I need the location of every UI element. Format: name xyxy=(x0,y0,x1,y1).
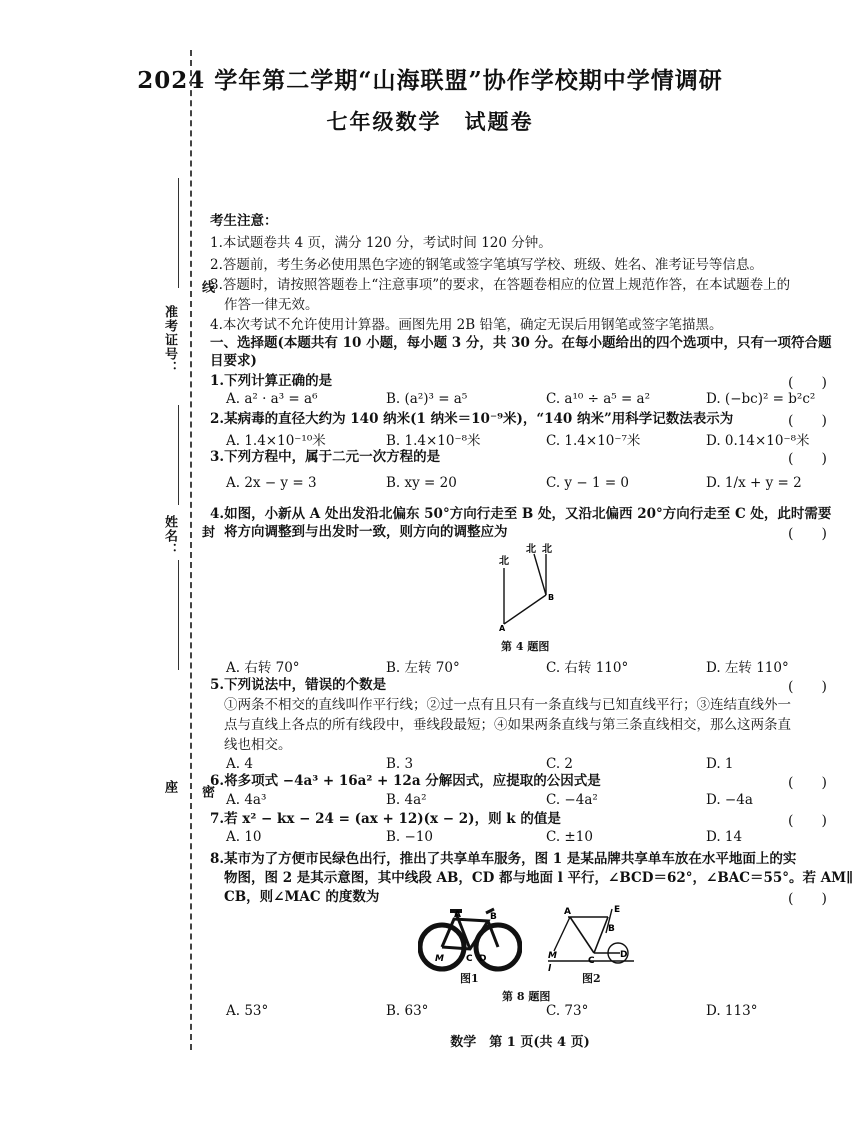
binding-dashed-line xyxy=(190,50,192,1050)
option-d: D. 0.14×10⁻⁸米 xyxy=(706,433,810,449)
option-d: D. 14 xyxy=(706,829,743,845)
option-b: B. 63° xyxy=(386,1003,429,1019)
option-a: A. 2x − y = 3 xyxy=(226,475,317,491)
exam-number-label: 准考证号： xyxy=(162,305,177,375)
name-label: 姓名： xyxy=(162,515,177,557)
bike-label-c: C xyxy=(466,954,473,964)
segment-ab xyxy=(504,595,546,624)
north-label-c: 北 xyxy=(526,544,536,555)
seat-blank xyxy=(178,560,179,670)
figure-2-caption: 图2 xyxy=(582,972,601,985)
option-b: B. xy = 20 xyxy=(386,475,457,491)
north-label-a: 北 xyxy=(499,556,509,567)
answer-paren: ( ) xyxy=(788,526,827,542)
option-c: C. 右转 110° xyxy=(546,660,629,676)
option-c: C. −4a² xyxy=(546,792,598,808)
seat-label: 座 xyxy=(162,780,177,794)
seal-mark-secret: 密 xyxy=(199,785,214,799)
schematic-label-a: A xyxy=(564,907,571,917)
question-3-stem: 3.下列方程中，属于二元一次方程的是 xyxy=(210,449,441,465)
option-a: A. 4 xyxy=(226,756,253,772)
bike-label-b: B xyxy=(490,912,497,922)
option-b: B. −10 xyxy=(386,829,433,845)
answer-paren: ( ) xyxy=(788,679,827,695)
option-c: C. ±10 xyxy=(546,829,593,845)
segment-ac xyxy=(570,917,594,953)
schematic-label-m: M xyxy=(548,951,557,961)
question-1-stem: 1.下列计算正确的是 xyxy=(210,373,333,389)
question-5-statement: ①两条不相交的直线叫作平行线；②过一点有且只有一条直线与已知直线平行；③连结直线外一 xyxy=(224,697,791,713)
section-heading-cont: 目要求) xyxy=(210,353,257,369)
notice-item: 2.答题前，考生务必使用黑色字迹的钢笔或签字笔填写学校、班级、姓名、准考证号等信息。 xyxy=(210,257,763,273)
section-heading: 一、选择题(本题共有 10 小题，每小题 3 分，共 30 分。在每小题给出的四个选项中，只有一项符合题 xyxy=(210,335,832,351)
north-label-b: 北 xyxy=(542,544,552,555)
answer-paren: ( ) xyxy=(788,413,827,429)
notice-item: 4.本次考试不允许使用计算器。画图先用 2B 铅笔，确定无误后用钢笔或签字笔描黑。 xyxy=(210,317,723,333)
option-b: B. 左转 70° xyxy=(386,660,460,676)
option-d: D. 1/x + y = 2 xyxy=(706,475,802,491)
schematic-label-l: l xyxy=(548,964,552,973)
q4-figure-caption: 第 4 题图 xyxy=(501,640,550,653)
answer-paren: ( ) xyxy=(788,813,827,829)
option-c: C. y − 1 = 0 xyxy=(546,475,630,491)
schematic-label-e: E xyxy=(614,905,621,915)
q4-direction-figure xyxy=(490,540,560,632)
question-5-stem: 5.下列说法中，错误的个数是 xyxy=(210,677,387,693)
q8-schematic-figure xyxy=(544,903,636,973)
option-a: A. 右转 70° xyxy=(226,660,300,676)
answer-paren: ( ) xyxy=(788,891,827,907)
q8-figure-caption: 第 8 题图 xyxy=(502,990,551,1003)
option-d: D. 左转 110° xyxy=(706,660,789,676)
question-2-stem: 2.某病毒的直径大约为 140 纳米(1 纳米＝10⁻⁹米)，“140 纳米”用科学记数法表示为 xyxy=(210,411,734,427)
question-5-statement: 点与直线上各点的所有线段中，垂线段最短；④如果两条直线与第三条直线相交，那么这两条直 xyxy=(224,717,791,733)
option-b: B. (a²)³ = a⁵ xyxy=(386,391,468,407)
q8-bicycle-figure xyxy=(418,905,522,975)
point-label-b: B xyxy=(548,593,555,602)
segment-bc xyxy=(534,554,546,595)
option-b: B. 1.4×10⁻⁸米 xyxy=(386,433,481,449)
question-7-stem: 7.若 x² − kx − 24 = (ax + 12)(x − 2)，则 k 的值是 xyxy=(210,811,561,827)
option-a: A. 4a³ xyxy=(226,792,267,808)
notice-heading: 考生注意： xyxy=(210,213,278,229)
option-b: B. 4a² xyxy=(386,792,427,808)
point-label-a: A xyxy=(499,624,506,632)
option-d: D. 1 xyxy=(706,756,734,772)
option-a: A. 1.4×10⁻¹⁰米 xyxy=(226,433,326,449)
question-8-stem-cont: 物图，图 2 是其示意图，其中线段 AB，CD 都与地面 l 平行，∠BCD＝62°，∠BAC＝55°。若 AM∥ xyxy=(224,870,854,886)
option-c: C. 73° xyxy=(546,1003,589,1019)
option-c: C. 1.4×10⁻⁷米 xyxy=(546,433,641,449)
bike-label-d: D xyxy=(479,954,487,964)
question-8-stem: 8.某市为了方便市民绿色出行，推出了共享单车服务，图 1 是某品牌共享单车放在水平地面上的实 xyxy=(210,851,797,867)
schematic-label-b: B xyxy=(608,924,615,934)
answer-paren: ( ) xyxy=(788,375,827,391)
bike-label-m: M xyxy=(435,954,444,964)
exam-title: 2024 学年第二学期“山海联盟”协作学校期中学情调研 xyxy=(137,67,723,94)
schematic-label-d: D xyxy=(620,950,628,960)
option-c: C. 2 xyxy=(546,756,574,772)
segment-am xyxy=(554,917,570,951)
notice-item: 作答一律无效。 xyxy=(224,297,319,313)
option-b: B. 3 xyxy=(386,756,414,772)
schematic-label-c: C xyxy=(588,956,595,966)
bike-label-a: A xyxy=(454,910,461,920)
option-a: A. 10 xyxy=(226,829,262,845)
option-d: D. 113° xyxy=(706,1003,758,1019)
notice-item: 1.本试题卷共 4 页，满分 120 分，考试时间 120 分钟。 xyxy=(210,235,552,251)
option-a: A. 53° xyxy=(226,1003,269,1019)
option-a: A. a² · a³ = a⁶ xyxy=(226,391,318,407)
notice-item: 3.答题时，请按照答题卷上“注意事项”的要求，在答题卷相应的位置上规范作答，在本试题卷上的 xyxy=(210,277,791,293)
page-footer: 数学 第 1 页(共 4 页) xyxy=(450,1035,590,1050)
exam-number-blank xyxy=(178,178,179,288)
question-4-stem-cont: 将方向调整到与出发时一致，则方向的调整应为 xyxy=(224,524,508,540)
answer-paren: ( ) xyxy=(788,775,827,791)
seal-mark-seal: 封 xyxy=(199,525,214,539)
exam-subtitle: 七年级数学 试题卷 xyxy=(326,109,534,134)
figure-1-caption: 图1 xyxy=(460,972,479,985)
option-c: C. a¹⁰ ÷ a⁵ = a² xyxy=(546,391,651,407)
option-d: D. −4a xyxy=(706,792,753,808)
question-6-stem: 6.将多项式 −4a³ + 16a² + 12a 分解因式，应提取的公因式是 xyxy=(210,773,601,789)
option-d: D. (−bc)² = b²c² xyxy=(706,391,816,407)
question-4-stem: 4.如图，小新从 A 处出发沿北偏东 50°方向行走至 B 处，又沿北偏西 20°方向行走至 C 处，此时需要 xyxy=(210,506,832,522)
answer-paren: ( ) xyxy=(788,451,827,467)
seal-mark-line: 线 xyxy=(199,280,214,294)
name-blank xyxy=(178,405,179,505)
question-8-stem-cont: CB，则∠MAC 的度数为 xyxy=(224,889,380,905)
question-5-statement: 线也相交。 xyxy=(224,737,292,753)
segment-bc xyxy=(594,917,608,953)
